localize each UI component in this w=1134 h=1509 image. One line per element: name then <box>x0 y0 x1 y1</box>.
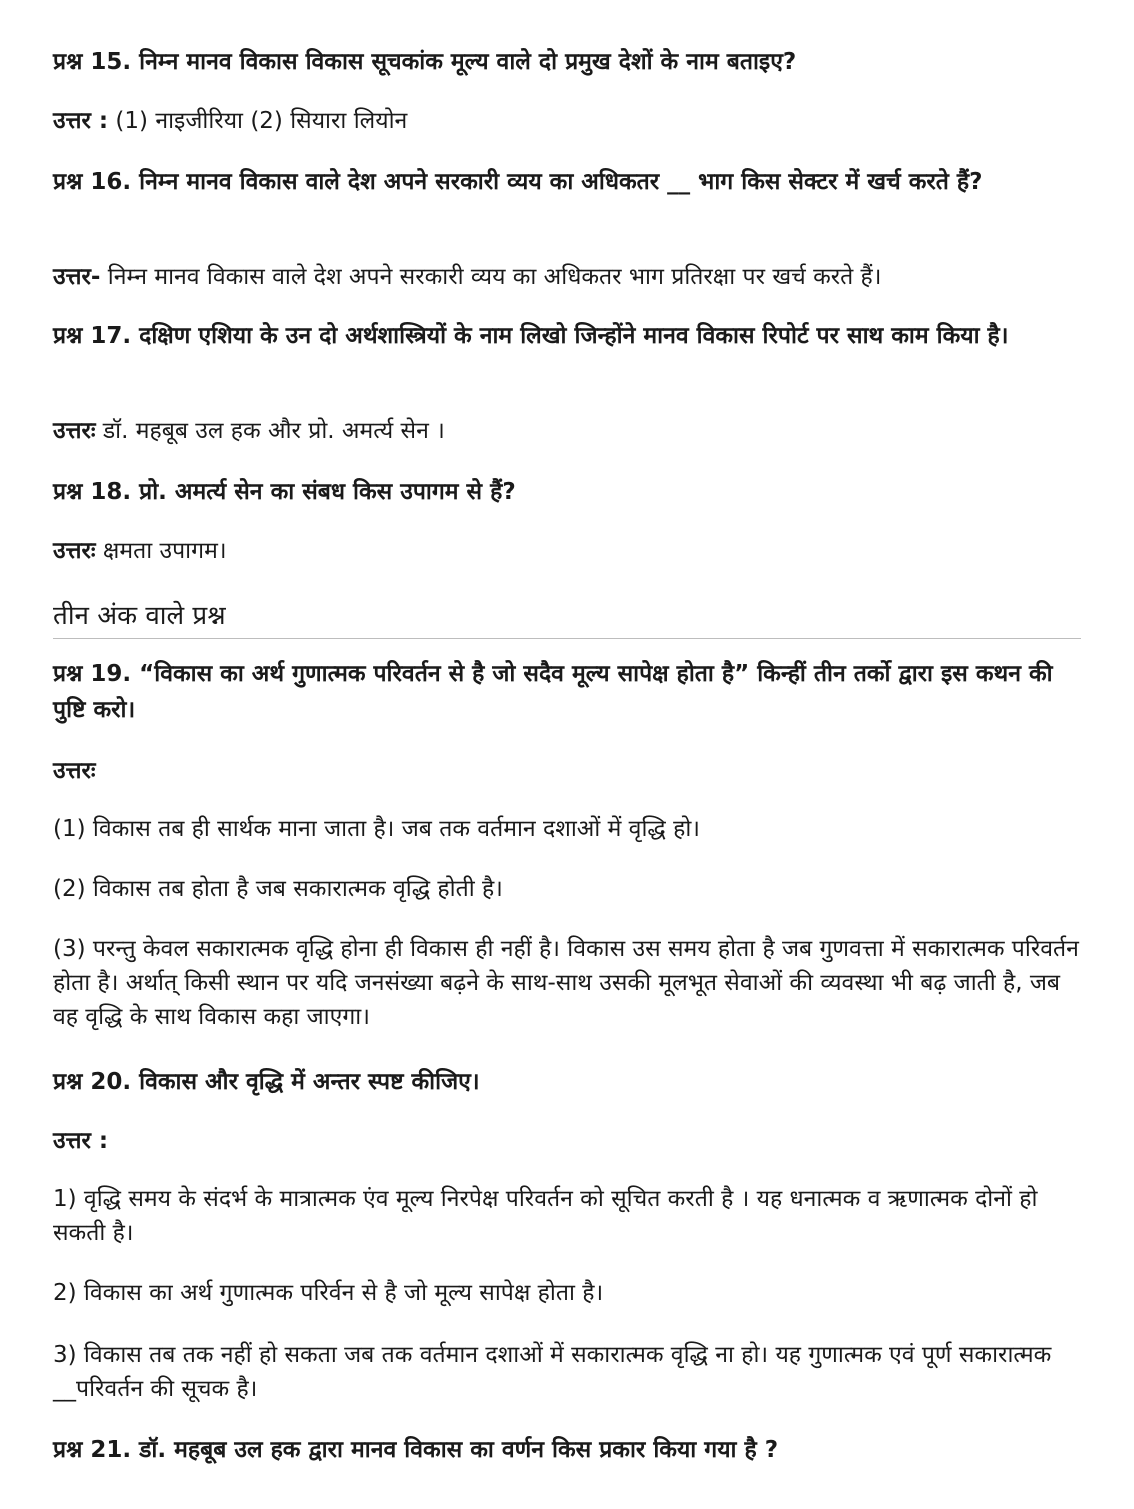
answer-19-label: उत्तरः <box>53 758 96 784</box>
question-19 <box>53 656 1081 728</box>
answer-16 <box>53 260 1081 294</box>
answer-16-text: निम्न मानव विकास वाले देश अपने सरकारी व्यय का अधिकतर भाग प्रतिरक्षा पर खर्च करते हैं। <box>107 264 882 290</box>
question-17 <box>53 318 1081 354</box>
question-18-text: प्रो. अमर्त्य सेन का संबध किस उपागम से हैं? <box>139 479 516 505</box>
answer-19 <box>53 754 1081 788</box>
answer-15 <box>53 104 1081 138</box>
question-21-label: प्रश्न 21. <box>53 1437 132 1463</box>
answer-17 <box>53 414 1081 448</box>
answer-18-label: उत्तरः <box>53 538 96 564</box>
answer-16-label: उत्तर- <box>53 264 101 290</box>
question-16-label: प्रश्न 16. <box>53 169 132 195</box>
question-20-label: प्रश्न 20. <box>53 1069 132 1095</box>
question-20-text: विकास और वृद्धि में अन्तर स्पष्ट कीजिए। <box>139 1069 480 1095</box>
question-16 <box>53 164 1081 200</box>
answer-19-point-3: (3) परन्तु केवल सकारात्मक वृद्धि होना ही विकास ही नहीं है। विकास उस समय होता है जब गुणवत्ता में सकारात्मक परिवर्तन होता है। अर्थात् किसी स्थान पर यदि जनसंख्या बढ़ने के साथ-साथ उसकी मूलभूत सेवाओं की व्यवस्था भी बढ़ जाती है, जब वह वृद्धि के साथ विकास कहा जाएगा। <box>53 936 1079 1030</box>
question-15-text: निम्न मानव विकास विकास सूचकांक मूल्य वाले दो प्रमुख देशों के नाम बताइए? <box>139 49 797 75</box>
answer-20-point-1: 1) वृद्धि समय के संदर्भ के मात्रात्मक एंव मूल्य निरपेक्ष परिवर्तन को सूचित करती है । यह धनात्मक व ऋणात्मक दोनों हो सकती है। <box>53 1186 1038 1246</box>
answer-19-point-1: (1) विकास तब ही सार्थक माना जाता है। जब तक वर्तमान दशाओं में वृद्धि हो। <box>53 816 701 842</box>
question-15-label: प्रश्न 15. <box>53 49 132 75</box>
answer-18-text: क्षमता उपागम। <box>102 538 227 564</box>
section-heading: तीन अंक वाले प्रश्न <box>53 598 1081 639</box>
answer-20-point-3: 3) विकास तब तक नहीं हो सकता जब तक वर्तमान दशाओं में सकारात्मक वृद्धि ना हो। यह गुणात्मक एवं पूर्ण सकारात्मक __परिवर्तन की सूचक है। <box>53 1342 1052 1402</box>
answer-20 <box>53 1124 1081 1158</box>
question-17-label: प्रश्न 17. <box>53 323 132 349</box>
answer-20-label: उत्तर : <box>53 1128 109 1154</box>
answer-19-point-2: (2) विकास तब होता है जब सकारात्मक वृद्धि होती है। <box>53 876 503 902</box>
question-19-text: “विकास का अर्थ गुणात्मक परिवर्तन से है जो सदैव मूल्य सापेक्ष होता है” किन्हीं तीन तर्को द्वारा इस कथन की पुष्टि करो। <box>53 661 1053 723</box>
answer-18 <box>53 534 1081 568</box>
answer-20-point-2: 2) विकास का अर्थ गुणात्मक परिर्वन से है जो मूल्य सापेक्ष होता है। <box>53 1280 604 1306</box>
question-20 <box>53 1064 1081 1100</box>
answer-17-label: उत्तरः <box>53 418 96 444</box>
question-21 <box>53 1432 1081 1468</box>
answer-15-text: (1) नाइजीरिया (2) सियारा लियोन <box>115 108 408 134</box>
answer-15-label: उत्तर : <box>53 108 109 134</box>
question-17-text: दक्षिण एशिया के उन दो अर्थशास्त्रियों के नाम लिखो जिन्होंने मानव विकास रिपोर्ट पर साथ काम किया है। <box>139 323 1009 349</box>
question-16-text: निम्न मानव विकास वाले देश अपने सरकारी व्यय का अधिकतर __ भाग किस सेक्टर में खर्च करते हैं? <box>139 169 983 195</box>
question-15 <box>53 44 1081 80</box>
question-18 <box>53 474 1081 510</box>
question-19-label: प्रश्न 19. <box>53 661 132 687</box>
question-18-label: प्रश्न 18. <box>53 479 132 505</box>
question-21-text: डॉ. महबूब उल हक द्वारा मानव विकास का वर्णन किस प्रकार किया गया है ? <box>139 1437 779 1463</box>
answer-17-text: डॉ. महबूब उल हक और प्रो. अमर्त्य सेन । <box>102 418 445 444</box>
